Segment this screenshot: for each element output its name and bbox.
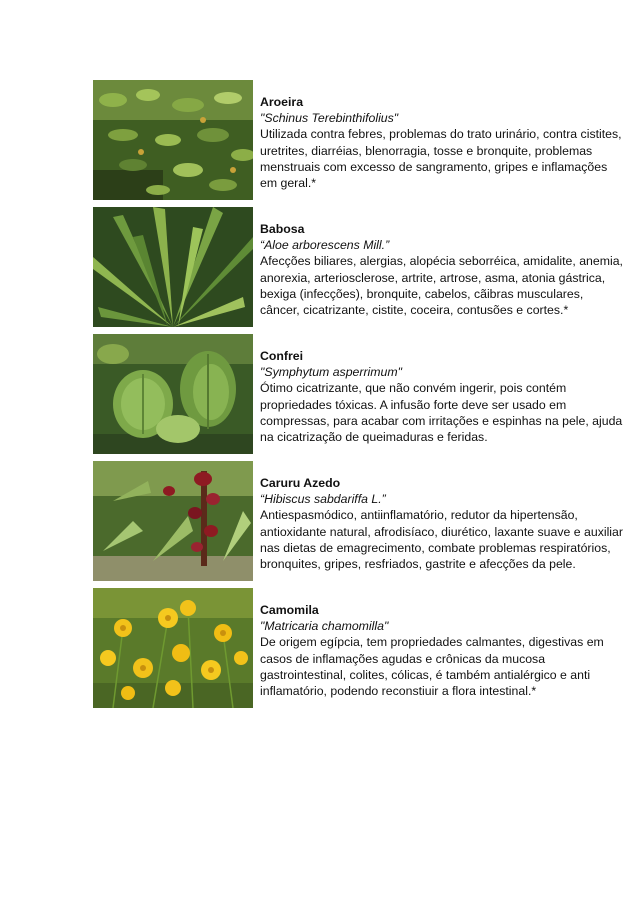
babosa-text	[260, 221, 624, 318]
plant-name: Camomila	[260, 603, 319, 617]
babosa-photo	[93, 207, 253, 327]
plant-description: Utilizada contra febres, problemas do trato urinário, contra cistites, uretrites, diarréias, blenorragia, tosse e bronquite, problemas menstruais com excesso de sangramento, gripes e inflamações em geral.*	[260, 127, 622, 191]
plant-scientific-name: “Hibiscus sabdariffa L.”	[260, 492, 386, 507]
confrei-image	[93, 334, 253, 454]
camomila-photo	[93, 588, 253, 708]
aroeira-text	[260, 94, 624, 191]
aroeira-photo	[93, 80, 253, 200]
camomila-image	[93, 588, 253, 708]
caruru-azedo-text	[260, 475, 624, 572]
plant-scientific-name: “Aloe arborescens Mill.”	[260, 238, 390, 253]
plant-description: Ótimo cicatrizante, que não convém ingerir, pois contém propriedades tóxicas. A infusão forte deve ser usado em compressas, para acabar com irritações e espinhas na pele, ajuda na cicatrização de queimaduras e feridas.	[260, 381, 623, 445]
plant-description: De origem egípcia, tem propriedades calmantes, digestivas em casos de inflamações agudas e crônicas da mucosa gastrointestinal, colites, cólicas, é também antialérgico e anti inflamatório, podendo reconstiuir a flora intestinal.*	[260, 635, 604, 699]
plant-description: Antiespasmódico, antiinflamatório, redutor da hipertensão, antioxidante natural, afrodisíaco, diurético, laxante suave e auxiliar nas dietas de emagrecimento, combate problemas respiratórios, bronquites, gripes, resfriados, gastrite e afecções da pele.	[260, 508, 623, 572]
confrei-photo	[93, 334, 253, 454]
plant-scientific-name: "Symphytum asperrimum"	[260, 365, 402, 380]
plant-name: Aroeira	[260, 95, 304, 109]
confrei-text	[260, 348, 624, 445]
plant-description: Afecções biliares, alergias, alopécia seborréica, amidalite, anemia, anorexia, arteriosclerose, artrite, artrose, asma, atonia gástrica, bexiga (infecções), bronquite, cabelos, cãibras musculares, câncer, cicatrizante, cistite, coceira, contusões e cortes.*	[260, 254, 623, 318]
aroeira-image	[93, 80, 253, 200]
camomila-text	[260, 602, 624, 699]
caruru-azedo-photo	[93, 461, 253, 581]
babosa-image	[93, 207, 253, 327]
plant-name: Caruru Azedo	[260, 476, 341, 490]
plant-scientific-name: "Matricaria chamomilla"	[260, 619, 389, 634]
plant-name: Babosa	[260, 222, 305, 236]
plant-scientific-name: "Schinus Terebinthifolius"	[260, 111, 399, 126]
caruru-azedo-image	[93, 461, 253, 581]
plant-name: Confrei	[260, 349, 304, 363]
